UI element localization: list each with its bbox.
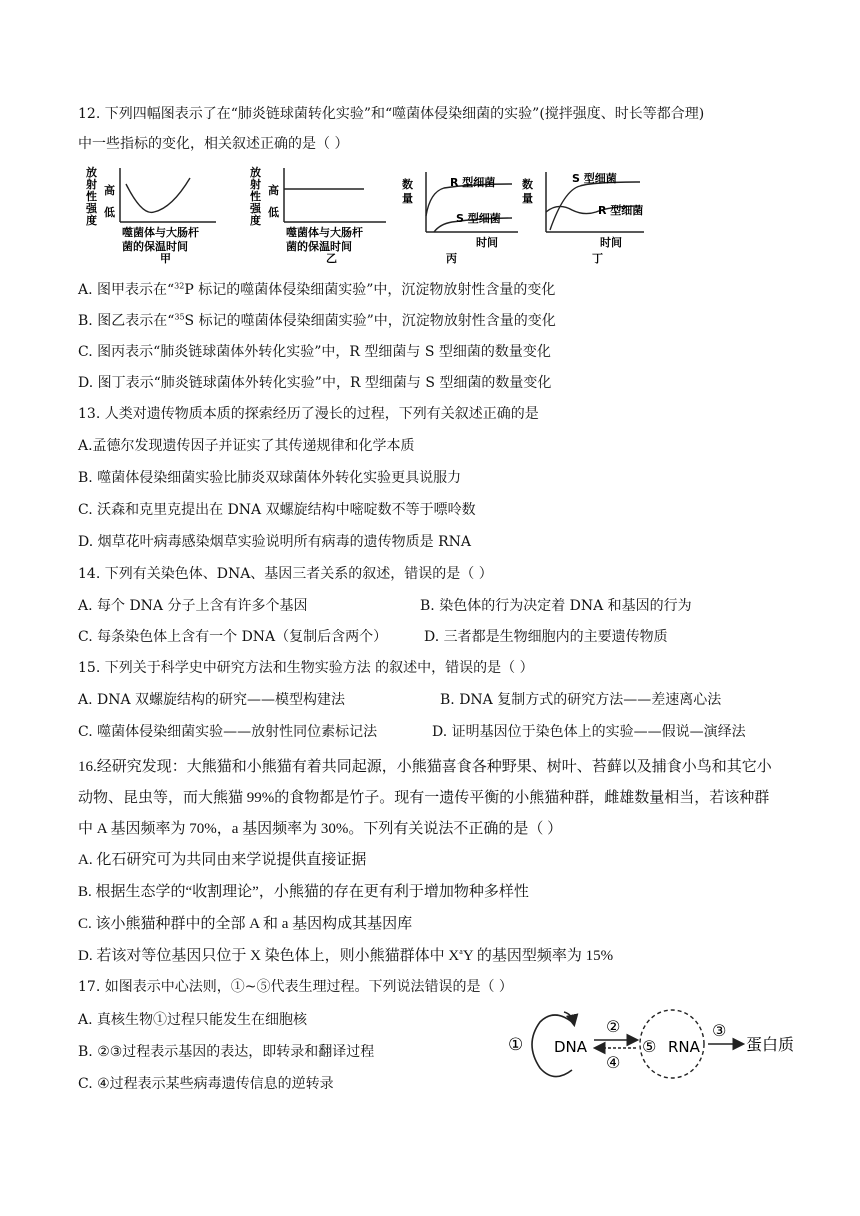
jia-xlabel-2: 菌的保温时间	[122, 240, 188, 253]
q12-option-b: B. 图乙表示在“$^{35}$S 标记的噬菌体侵染细菌实验”中，沉淀物放射性含量的变化	[78, 312, 556, 329]
q17-option-a: A. 真核生物①过程只能发生在细胞核	[78, 1012, 308, 1028]
q16-option-c: C. 该小熊猫种群中的全部 A 和 a 基因构成其基因库	[78, 916, 413, 932]
q15-option-b: B. DNA 复制方式的研究方法——差速离心法	[440, 692, 722, 708]
q12-stem-line1: 12. 下列四幅图表示了在“肺炎链球菌转化实验”和“噬菌体侵染细菌的实验”(搅拌强度、时长等都合理)	[78, 106, 705, 122]
svg-text:量: 量	[402, 192, 413, 205]
ding-curve1-label: S 型细菌	[572, 172, 617, 185]
svg-text:射: 射	[250, 178, 261, 191]
svg-text:性: 性	[250, 190, 261, 203]
process-1-label: ①	[508, 1035, 524, 1055]
q14-stem: 14. 下列有关染色体、DNA、基因三者关系的叙述，错误的是（ ）	[78, 566, 493, 582]
jia-caption: 甲	[160, 252, 171, 264]
svg-text:性: 性	[86, 190, 97, 203]
q16-stem-line1: 16.经研究发现：大熊猫和小熊猫有着共同起源，小熊猫喜食各种野果、树叶、苔藓以及捕食小鸟和其它小	[78, 759, 772, 775]
process-5-label: ⑤	[642, 1037, 657, 1056]
q14-option-b: B. 染色体的行为决定着 DNA 和基因的行为	[420, 598, 692, 614]
figure-jia	[82, 166, 222, 264]
q16-stem-line2: 动物、昆虫等，而大熊猫 99%的食物都是竹子。现有一遗传平衡的小熊猫种群，雌雄数量相当，若该种群	[78, 790, 770, 806]
q15-option-a: A. DNA 双螺旋结构的研究——模型构建法	[78, 692, 346, 708]
q12-stem-line2: 中一些指标的变化，相关叙述正确的是（ ）	[78, 136, 349, 152]
q14-option-a: A. 每个 DNA 分子上含有许多个基因	[78, 598, 308, 614]
q15-option-d: D. 证明基因位于染色体上的实验——假说—演绎法	[432, 724, 746, 740]
jia-ylabel-1: 放	[86, 166, 97, 179]
q16-stem-line3: 中 A 基因频率为 70%，a 基因频率为 30%。下列有关说法不正确的是（ ）	[78, 821, 563, 837]
yi-xlabel-2: 菌的保温时间	[286, 240, 352, 253]
q14-option-d: D. 三者都是生物细胞内的主要遗传物质	[424, 629, 668, 645]
svg-text:射: 射	[86, 178, 97, 191]
q14-option-c: C. 每条染色体上含有一个 DNA（复制后含两个）	[78, 629, 388, 645]
ding-xlabel: 时间	[600, 236, 622, 249]
q17-option-c: C. ④过程表示某些病毒遗传信息的逆转录	[78, 1076, 334, 1092]
svg-text:度: 度	[86, 214, 97, 227]
svg-text:量: 量	[522, 192, 533, 205]
yi-xlabel-1: 噬菌体与大肠杆	[286, 226, 363, 239]
q12-option-a: A. 图甲表示在“$^{32}$P 标记的噬菌体侵染细菌实验”中，沉淀物放射性含量的变化	[78, 281, 556, 298]
jia-xlabel-1: 噬菌体与大肠杆	[122, 226, 199, 239]
svg-text:放: 放	[250, 166, 261, 179]
q12-option-c: C. 图丙表示“肺炎链球菌体外转化实验”中，R 型细菌与 S 型细菌的数量变化	[78, 344, 551, 360]
q16-option-b: B. 根据生态学的“收割理论”，小熊猫的存在更有利于增加物种多样性	[78, 884, 529, 900]
svg-text:强: 强	[86, 202, 97, 215]
q17-option-b: B. ②③过程表示基因的表达，即转录和翻译过程	[78, 1044, 375, 1060]
yi-high-label: 高	[268, 184, 279, 197]
process-3-label: ③	[712, 1021, 727, 1040]
jia-curve	[126, 178, 190, 212]
q13-stem: 13. 人类对遗传物质本质的探索经历了漫长的过程，下列有关叙述正确的是	[78, 406, 539, 422]
figure-bing	[400, 166, 530, 264]
dna-label: DNA	[554, 1038, 588, 1056]
q17-stem: 17. 如图表示中心法则，①~⑤代表生理过程。下列说法错误的是（ ）	[78, 979, 513, 995]
central-dogma-diagram	[502, 1004, 802, 1088]
q16-option-a: A. 化石研究可为共同由来学说提供直接证据	[78, 852, 367, 868]
process-2-label: ②	[606, 1017, 621, 1036]
q12-option-d: D. 图丁表示“肺炎链球菌体外转化实验”中，R 型细菌与 S 型细菌的数量变化	[78, 375, 552, 391]
bing-xlabel: 时间	[476, 236, 498, 249]
q13-option-c: C. 沃森和克里克提出在 DNA 双螺旋结构中嘧啶数不等于嘌呤数	[78, 502, 476, 518]
jia-low-label: 低	[104, 206, 115, 219]
yi-low-label: 低	[268, 206, 279, 219]
ding-curve2-label: R 型细菌	[598, 204, 644, 217]
q13-option-a: A.孟德尔发现遗传因子并证实了其传递规律和化学本质	[78, 438, 415, 454]
rna-label: RNA	[668, 1038, 700, 1056]
svg-text:强: 强	[250, 202, 261, 215]
svg-text:数: 数	[402, 178, 413, 191]
bing-curve2-label: S 型细菌	[456, 212, 501, 225]
q13-option-b: B. 噬菌体侵染细菌实验比肺炎双球菌体外转化实验更具说服力	[78, 470, 462, 486]
yi-caption: 乙	[326, 252, 337, 264]
svg-text:度: 度	[250, 214, 261, 227]
svg-text:数: 数	[522, 178, 533, 191]
jia-high-label: 高	[104, 184, 115, 197]
bing-curve1-label: R 型细菌	[450, 176, 496, 189]
ding-caption: 丁	[592, 252, 603, 264]
process-4-label: ④	[606, 1053, 621, 1072]
q13-option-d: D. 烟草花叶病毒感染烟草实验说明所有病毒的遗传物质是 RNA	[78, 534, 471, 550]
bing-caption: 丙	[446, 252, 457, 264]
protein-label: 蛋白质	[746, 1035, 795, 1054]
q16-option-d: D. 若该对等位基因只位于 X 染色体上，则小熊猫群体中 $X^aY$ 的基因型频率为 15%	[78, 947, 614, 964]
figure-ding	[520, 166, 670, 264]
q15-stem: 15. 下列关于科学史中研究方法和生物实验方法 的叙述中，错误的是（ ）	[78, 660, 534, 676]
q15-option-c: C. 噬菌体侵染细菌实验——放射性同位素标记法	[78, 724, 378, 740]
figure-yi	[246, 166, 406, 264]
